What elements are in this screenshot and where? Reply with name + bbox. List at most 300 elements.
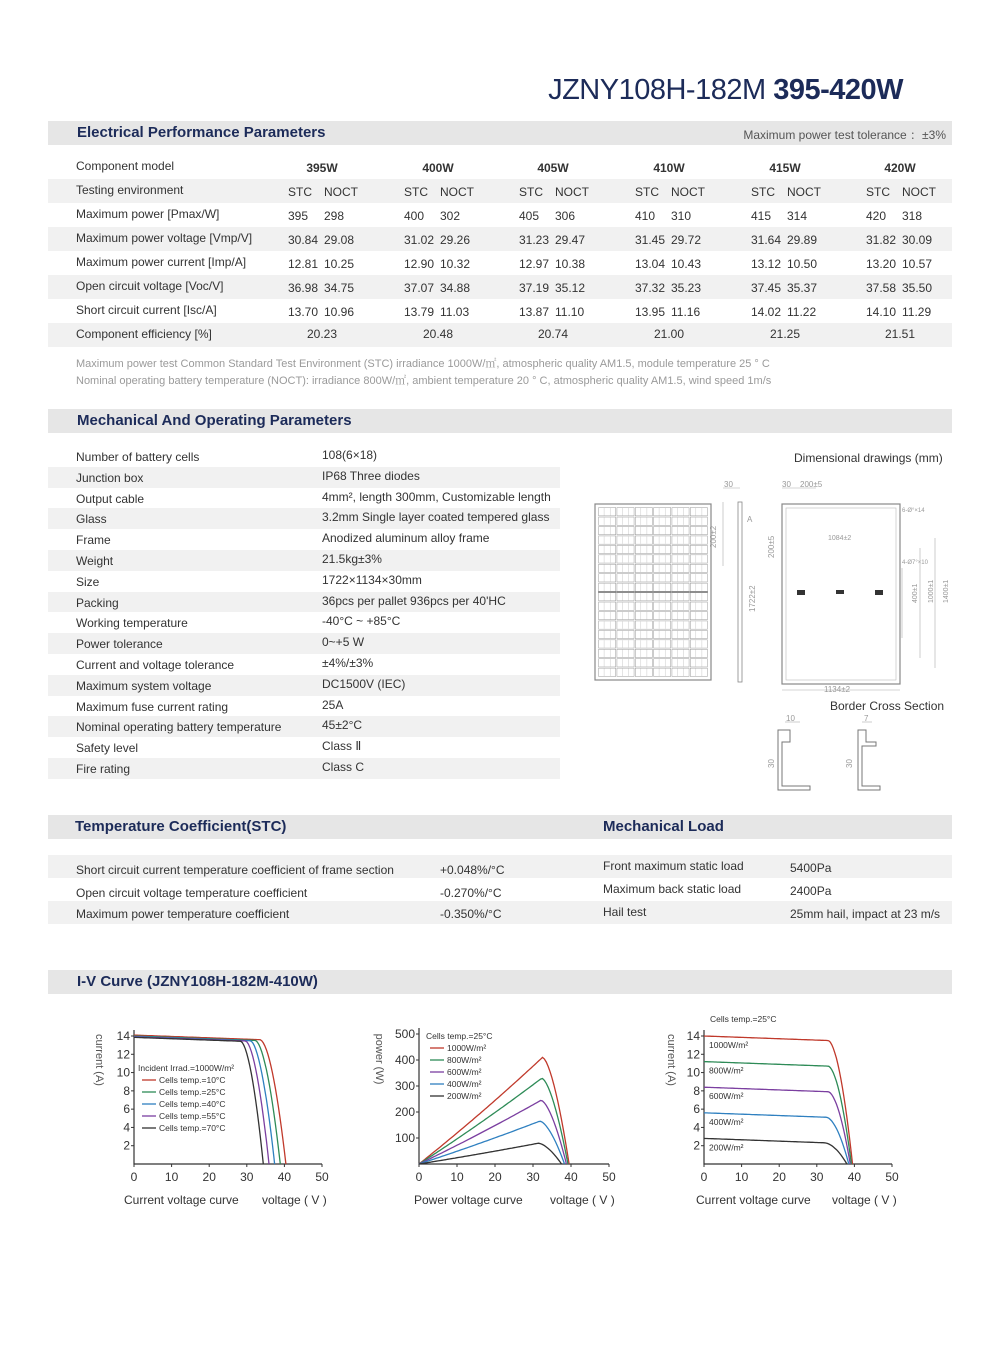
stc-value: 395: [288, 209, 309, 223]
mech-label: Current and voltage tolerance: [76, 658, 235, 672]
stc-value: 13.87: [519, 305, 550, 319]
curve-label: 1000W/m²: [709, 1040, 749, 1050]
y-tick-label: 12: [686, 1047, 700, 1062]
solar-cell: [599, 611, 616, 619]
panel-side-view: [709, 480, 757, 682]
stc-value: 30.84: [288, 233, 319, 247]
stc-value: 13.04: [635, 257, 666, 271]
section-a-label: A: [747, 515, 753, 524]
solar-cell: [654, 508, 671, 516]
curve-label: 200W/m²: [709, 1142, 744, 1153]
solar-cell: [654, 640, 671, 648]
chart-caption: Power voltage curve: [414, 1193, 523, 1207]
x-tick-label: 20: [772, 1170, 786, 1184]
temp-coef-value: +0.048%/°C: [440, 863, 505, 877]
border-cross-section: [767, 714, 880, 790]
page-title: [0, 74, 903, 107]
series-line: [419, 1101, 566, 1165]
temp-coef-label: Maximum power temperature coefficient: [76, 907, 290, 921]
efficiency-label: Component efficiency [%]: [76, 327, 212, 341]
x-tick-label: 20: [488, 1170, 502, 1184]
y-axis-label: current (A): [93, 1034, 105, 1086]
solar-cell: [672, 649, 689, 657]
solar-cell: [654, 564, 671, 572]
solar-cell: [654, 583, 671, 591]
noct-value: 29.72: [671, 233, 702, 247]
noct-value: 306: [555, 209, 576, 223]
solar-cell: [635, 564, 652, 572]
noct-value: 10.38: [555, 257, 586, 271]
stc-value: 37.19: [519, 281, 550, 295]
solar-cell: [672, 555, 689, 563]
dim-200-v: 200±2: [709, 525, 718, 548]
solar-cell: [617, 630, 634, 638]
solar-cell: [617, 536, 634, 544]
model-header: 415W: [769, 161, 801, 175]
legend-label: Cells temp.=10°C: [159, 1075, 226, 1085]
solar-cell: [690, 508, 707, 516]
solar-cell: [690, 574, 707, 582]
mech-value: 108(6×18): [322, 448, 378, 462]
iv-title: I-V Curve (JZNY108H-182M-410W): [77, 973, 318, 990]
y-tick-label: 6: [693, 1102, 700, 1117]
solar-cell: [599, 621, 616, 629]
solar-cell: [654, 574, 671, 582]
mech-label: Frame: [76, 533, 111, 548]
noct-value: 11.29: [902, 305, 932, 319]
solar-cell: [690, 611, 707, 619]
solar-cell: [690, 593, 707, 601]
stc-value: 13.95: [635, 305, 666, 319]
y-tick-label: 10: [116, 1065, 130, 1080]
solar-cell: [654, 517, 671, 525]
solar-cell: [654, 611, 671, 619]
efficiency-value: 21.51: [884, 327, 916, 341]
solar-cell: [635, 508, 652, 516]
load-value: 2400Pa: [790, 884, 832, 898]
noct-value: 11.16: [671, 305, 701, 319]
legend-label: Cells temp.=55°C: [159, 1111, 226, 1121]
stc-value: 405: [519, 209, 540, 223]
noct-value: 318: [902, 209, 923, 223]
solar-cell: [635, 649, 652, 657]
solar-cell: [654, 555, 671, 563]
curve-label: 400W/m²: [709, 1116, 744, 1127]
y-tick-label: 4: [693, 1120, 700, 1135]
noct-value: 10.96: [324, 305, 355, 319]
solar-cell: [672, 583, 689, 591]
x-tick-label: 0: [700, 1170, 708, 1184]
legend-label: 1000W/m²: [447, 1043, 487, 1053]
load-title: Mechanical Load: [603, 818, 724, 835]
x-tick-label: 30: [240, 1170, 254, 1184]
mech-value: Anodized aluminum alloy frame: [322, 531, 490, 546]
stc-value: 37.32: [635, 281, 666, 295]
temp-coef-label: Short circuit current temperature coefficient of frame section: [76, 863, 394, 877]
load-label: Maximum back static load: [603, 882, 742, 896]
electrical-header-bar: [48, 121, 952, 145]
solar-cell: [635, 593, 652, 601]
chart-caption: Current voltage curve: [696, 1193, 811, 1207]
hole-label-2: 4-Ø7°×10: [902, 560, 928, 566]
solar-cell: [672, 545, 689, 553]
legend-title: Incident Irrad.=1000W/m²: [138, 1063, 235, 1073]
noct-value: 10.25: [324, 257, 355, 271]
stc-header: STC: [866, 185, 890, 199]
y-tick-label: 8: [693, 1083, 700, 1098]
dim-1400: 1400±1: [943, 579, 950, 603]
legend-label: 400W/m²: [447, 1079, 482, 1089]
param-label: Maximum power [Pmax/W]: [76, 207, 220, 221]
solar-cell: [672, 668, 689, 676]
solar-cell: [672, 517, 689, 525]
dim-1000: 1000±1: [928, 579, 935, 603]
solar-cell: [690, 526, 707, 534]
solar-cell: [690, 564, 707, 572]
noct-value: 310: [671, 209, 692, 223]
solar-cell: [635, 630, 652, 638]
solar-cell: [635, 659, 652, 667]
solar-cell: [690, 640, 707, 648]
solar-cell: [672, 659, 689, 667]
model-header: 395W: [306, 161, 338, 175]
legend-label: Cells temp.=25°C: [159, 1087, 226, 1097]
efficiency-value: 21.00: [653, 327, 685, 341]
y-tick-label: 2: [123, 1138, 130, 1153]
legend-label: Cells temp.=70°C: [159, 1123, 226, 1133]
electrical-title: Electrical Performance Parameters: [77, 124, 326, 141]
border-dim-7: 7: [864, 714, 869, 723]
solar-cell: [654, 545, 671, 553]
mech-label: Safety level: [76, 741, 139, 756]
solar-cell: [617, 621, 634, 629]
tolerance-note: Maximum power test tolerance ：±3%: [743, 128, 946, 142]
solar-cell: [654, 621, 671, 629]
solar-cell: [635, 621, 652, 629]
noct-value: 29.47: [555, 233, 586, 247]
stc-header: STC: [288, 185, 312, 199]
solar-cell: [617, 593, 634, 601]
noct-value: 34.75: [324, 281, 355, 295]
noct-value: 10.57: [902, 257, 933, 271]
solar-cell: [672, 602, 689, 610]
solar-cell: [599, 555, 616, 563]
noct-value: 11.03: [440, 305, 470, 319]
stc-value: 31.23: [519, 233, 550, 247]
legend-label: Cells temp.=40°C: [159, 1099, 226, 1109]
stc-value: 31.82: [866, 233, 897, 247]
solar-cell: [672, 621, 689, 629]
noct-value: 10.43: [671, 257, 702, 271]
legend-title: Cells temp.=25°C: [710, 1014, 777, 1024]
stc-value: 12.81: [288, 257, 319, 271]
row-shade: [48, 550, 560, 571]
x-tick-label: 0: [415, 1170, 423, 1184]
dimensional-drawing: [590, 478, 960, 798]
noct-value: 29.08: [324, 233, 355, 247]
y-tick-label: 8: [123, 1083, 130, 1098]
solar-cell: [617, 555, 634, 563]
stc-value: 37.45: [751, 281, 782, 295]
noct-note: Nominal operating battery temperature (NOCT): irradiance 800W/㎡, ambient temperature 20 ° C, atmospheric quality AM1.5, wind speed 1m/s: [76, 375, 772, 387]
solar-cell: [690, 602, 707, 610]
solar-cell: [599, 508, 616, 516]
noct-value: 29.26: [440, 233, 471, 247]
solar-cell: [690, 583, 707, 591]
model-header: 410W: [653, 161, 685, 175]
solar-cell: [635, 602, 652, 610]
legend-label: 200W/m²: [447, 1091, 482, 1101]
solar-cell: [617, 545, 634, 553]
drawing-label: Dimensional drawings (mm): [794, 451, 943, 465]
noct-value: 302: [440, 209, 461, 223]
solar-cell: [672, 611, 689, 619]
stc-value: 31.45: [635, 233, 666, 247]
solar-cell: [617, 517, 634, 525]
solar-cell: [635, 640, 652, 648]
mech-value: ±4%/±3%: [322, 656, 374, 670]
param-label: Maximum power voltage [Vmp/V]: [76, 231, 253, 245]
mech-label: Packing: [76, 595, 119, 610]
pv-irradiance-chart: [364, 1020, 624, 1210]
noct-value: 29.89: [787, 233, 818, 247]
load-label: Front maximum static load: [603, 859, 744, 873]
noct-value: 35.12: [555, 281, 586, 295]
solar-cell: [672, 640, 689, 648]
noct-value: 35.50: [902, 281, 933, 295]
mech-label: Glass: [76, 512, 107, 527]
testing-env-label: Testing environment: [76, 183, 184, 197]
solar-cell: [635, 545, 652, 553]
stc-value: 36.98: [288, 281, 319, 295]
iv-temperature-chart: [86, 1020, 336, 1210]
solar-cell: [635, 583, 652, 591]
solar-cell: [617, 640, 634, 648]
solar-cell: [654, 659, 671, 667]
solar-cell: [672, 630, 689, 638]
noct-value: 298: [324, 209, 345, 223]
mech-value: 45±2°C: [322, 718, 363, 733]
stc-value: 410: [635, 209, 656, 223]
mech-label: Size: [76, 574, 100, 589]
x-tick-label: 50: [315, 1170, 329, 1184]
solar-cell: [672, 526, 689, 534]
border-dim-30b: 30: [845, 759, 854, 768]
y-tick-label: 500: [394, 1027, 415, 1041]
x-tick-label: 40: [564, 1170, 578, 1184]
model-name: JZNY108H-182M: [548, 74, 766, 106]
y-tick-label: 2: [693, 1138, 700, 1153]
stc-value: 13.12: [751, 257, 782, 271]
solar-cell: [654, 630, 671, 638]
chart-axes: [134, 1030, 322, 1164]
solar-cell: [635, 517, 652, 525]
x-axis-label: voltage ( V ): [832, 1193, 897, 1207]
x-tick-label: 50: [602, 1170, 616, 1184]
mechanical-title: Mechanical And Operating Parameters: [77, 412, 352, 429]
mech-label: Working temperature: [76, 616, 188, 631]
y-tick-label: 14: [686, 1029, 700, 1043]
temp-coef-value: -0.350%/°C: [440, 907, 502, 921]
solar-cell: [599, 602, 616, 610]
noct-header: NOCT: [671, 185, 705, 199]
mech-value: 21.5kg±3%: [322, 552, 382, 566]
solar-cell: [690, 630, 707, 638]
mech-label: Output cable: [76, 491, 145, 506]
efficiency-value: 21.25: [769, 327, 801, 341]
hole-label-1: 6-Ø°×14: [902, 508, 925, 514]
y-tick-label: 10: [686, 1065, 700, 1080]
solar-cell: [654, 602, 671, 610]
mech-value: 25A: [322, 697, 344, 712]
solar-cell: [654, 536, 671, 544]
mech-label: Maximum fuse current rating: [76, 699, 229, 714]
dim-30-b: 30: [782, 480, 791, 489]
stc-header: STC: [751, 185, 775, 199]
stc-value: 37.58: [866, 281, 897, 295]
solar-cell: [635, 555, 652, 563]
model-header: 405W: [537, 161, 569, 175]
noct-value: 34.88: [440, 281, 471, 295]
mech-label: Power tolerance: [76, 637, 163, 652]
solar-cell: [599, 545, 616, 553]
noct-value: 35.37: [787, 281, 818, 295]
solar-cell: [690, 536, 707, 544]
stc-value: 31.02: [404, 233, 435, 247]
stc-value: 420: [866, 209, 887, 223]
legend-label: 800W/m²: [447, 1055, 482, 1065]
solar-cell: [617, 526, 634, 534]
power-range: 395-420W: [773, 74, 903, 106]
solar-cell: [617, 508, 634, 516]
y-tick-label: 4: [123, 1120, 130, 1135]
noct-header: NOCT: [902, 185, 936, 199]
dim-1134: 1134±2: [824, 685, 851, 694]
solar-cell: [672, 593, 689, 601]
solar-cell: [635, 526, 652, 534]
mech-value: -40°C ~ +85°C: [322, 614, 401, 629]
mech-value: 3.2mm Single layer coated tempered glass: [322, 510, 550, 525]
junction-box-2: [836, 590, 844, 594]
stc-note: Maximum power test Common Standard Test Environment (STC) irradiance 1000W/㎡, atmospheric quality AM1.5, module temperature 25 ° C: [76, 358, 770, 370]
dim-200: 200±5: [800, 480, 823, 489]
temp-coef-value: -0.270%/°C: [440, 886, 502, 900]
panel-front-view: [595, 504, 711, 680]
x-axis-label: voltage ( V ): [262, 1193, 327, 1207]
model-header: 420W: [884, 161, 916, 175]
y-tick-label: 14: [116, 1029, 130, 1043]
solar-cell: [617, 602, 634, 610]
noct-value: 11.10: [555, 305, 585, 319]
solar-cell: [599, 659, 616, 667]
solar-cell: [599, 517, 616, 525]
solar-cell: [690, 621, 707, 629]
curve-label: 800W/m²: [709, 1065, 744, 1076]
iv-irradiance-chart: [656, 1008, 916, 1210]
iv-header-bar: [48, 970, 952, 994]
mech-label: Number of battery cells: [76, 450, 200, 464]
x-tick-label: 30: [526, 1170, 540, 1184]
solar-cell: [599, 536, 616, 544]
mechanical-header-bar: [48, 409, 952, 433]
param-label: Open circuit voltage [Voc/V]: [76, 279, 224, 293]
stc-value: 13.79: [404, 305, 435, 319]
solar-cell: [617, 574, 634, 582]
noct-value: 10.32: [440, 257, 471, 271]
solar-cell: [617, 659, 634, 667]
solar-cell: [672, 574, 689, 582]
y-tick-label: 100: [394, 1131, 415, 1145]
solar-cell: [654, 526, 671, 534]
solar-cell: [599, 630, 616, 638]
solar-cell: [654, 593, 671, 601]
stc-value: 13.70: [288, 305, 319, 319]
stc-value: 12.90: [404, 257, 435, 271]
x-tick-label: 10: [450, 1170, 464, 1184]
y-tick-label: 300: [394, 1079, 415, 1093]
solar-cell: [672, 564, 689, 572]
solar-cell: [690, 668, 707, 676]
solar-cell: [690, 517, 707, 525]
solar-cell: [617, 668, 634, 676]
mech-value: IP68 Three diodes: [322, 468, 420, 483]
noct-header: NOCT: [440, 185, 474, 199]
stc-header: STC: [519, 185, 543, 199]
x-axis-label: voltage ( V ): [550, 1193, 615, 1207]
x-tick-label: 50: [885, 1170, 899, 1184]
load-value: 25mm hail, impact at 23 m/s: [790, 907, 941, 921]
legend-label: 600W/m²: [447, 1067, 482, 1077]
mech-label: Nominal operating battery temperature: [76, 720, 282, 735]
solar-cell: [599, 574, 616, 582]
param-label: Short circuit current [Isc/A]: [76, 303, 217, 317]
temperature-title: Temperature Coefficient(STC): [75, 818, 287, 835]
mech-value: 1722×1134×30mm: [322, 572, 422, 587]
y-tick-label: 6: [123, 1102, 130, 1117]
mech-label: Maximum system voltage: [76, 678, 212, 693]
solar-cell: [635, 536, 652, 544]
efficiency-value: 20.23: [306, 327, 338, 341]
noct-header: NOCT: [555, 185, 589, 199]
solar-cell: [654, 668, 671, 676]
noct-value: 11.22: [787, 305, 817, 319]
efficiency-value: 20.74: [537, 327, 569, 341]
x-tick-label: 20: [202, 1170, 216, 1184]
x-tick-label: 10: [734, 1170, 749, 1184]
curve-label: 600W/m²: [709, 1091, 744, 1102]
solar-cell: [599, 526, 616, 534]
load-label: Hail test: [603, 905, 647, 919]
y-tick-label: 400: [394, 1053, 415, 1067]
solar-cell: [617, 649, 634, 657]
noct-value: 314: [787, 209, 808, 223]
mech-label: Junction box: [76, 470, 144, 485]
y-axis-label: current (A): [665, 1034, 677, 1086]
stc-value: 400: [404, 209, 425, 223]
legend-title: Cells temp.=25°C: [426, 1031, 493, 1041]
solar-cell: [635, 574, 652, 582]
mech-value: 4mm², length 300mm, Customizable length: [322, 489, 551, 504]
dim-1722: 1722±2: [748, 585, 757, 612]
dim-400: 400±1: [912, 583, 919, 603]
border-dim-30a: 30: [767, 759, 776, 768]
solar-cell: [617, 583, 634, 591]
mech-value: Class C: [322, 760, 365, 774]
noct-value: 30.09: [902, 233, 933, 247]
y-axis-label: power (W): [373, 1033, 385, 1085]
temp-load-header-bar: [48, 815, 952, 839]
param-label: Maximum power current [Imp/A]: [76, 255, 247, 269]
